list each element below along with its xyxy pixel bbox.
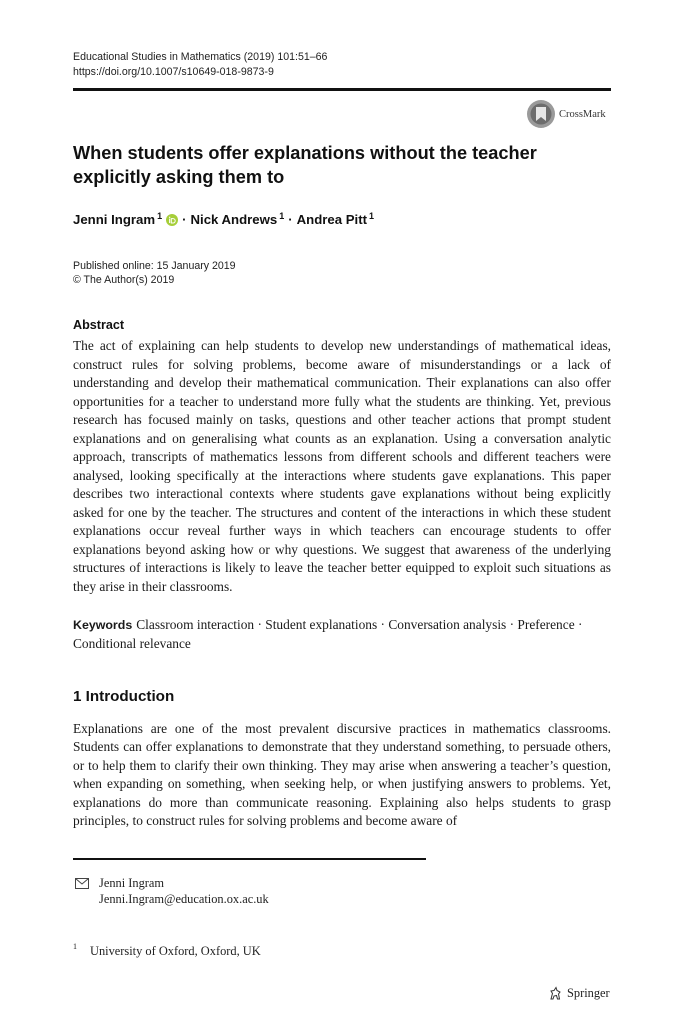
springer-horse-icon [548,986,563,1001]
author-name[interactable]: Jenni Ingram [73,212,156,227]
published-date: Published online: 15 January 2019 [73,260,236,272]
abstract-heading: Abstract [73,318,125,332]
affiliation [73,944,261,959]
affiliation-number: 1 [73,942,77,951]
abstract-text: The act of explaining can help students to develop new understandings of mathematical ideas, construct rules for solving problems, become aware of misunderstandings or a lack of understanding and develop their mathematical communication. Their explanations can also offer opportunities for a teacher to understand more fully what the students are thinking. Yet, previous research has focused mainly on tasks, questions and other teacher actions that prompt student explanations and on generalising what counts as an explanation. Using a conversation analytic approach, transcripts of mathematics lessons from different schools and different teachers were analysed, looking specifically at the interactions where students gave explanations. This paper describes two interactional contexts where students gave explanations without being explicitly asked for one by the teacher. The structures and content of the interactions in which these student explanations occur reveal further ways in which teachers can encourage students to offer explanations beyond asking how or why questions. We suggest that awareness of the underlying structures of interactions is likely to leave the teacher better equipped to exploit such situations as they arise in their classrooms. [73,338,611,594]
crossmark-label: CrossMark [559,108,606,120]
introduction-text: Explanations are one of the most prevalent discursive practices in mathematics classrooms. Students can offer explanations to demonstrate that they understand something, to persuade others, or to help them to clarify their own thinking. They may arise when answering a teacher’s question, when expanding on something, when seeking help, or when justifying answers to problems. Yet, explanations do more than communicate reasoning. Explaining also helps students to grasp principles, to construct rules for solving problems and become aware of [73,721,611,829]
affiliation-text: University of Oxford, Oxford, UK [90,944,261,958]
publication-info [73,259,236,287]
copyright-notice: © The Author(s) 2019 [73,274,175,286]
contact-name: Jenni Ingram [99,876,165,890]
author-affiliation-mark: 1 [279,210,285,221]
corresponding-author [73,875,269,907]
header-rule [73,88,611,91]
doi-link[interactable]: https://doi.org/10.1007/s10649-018-9873-9 [73,66,274,78]
author-separator: · [182,212,187,227]
author-name[interactable]: Andrea Pitt [296,212,367,227]
springer-label: Springer [567,986,610,1000]
keywords-list: Classroom interaction · Student explanations · Conversation analysis · Preference · Conditional relevance [73,617,583,651]
orcid-icon[interactable] [166,214,178,226]
journal-header [73,50,327,80]
footnote-rule [73,858,426,860]
keywords-label: Keywords [73,618,133,632]
author-separator: · [288,212,293,227]
envelope-icon [75,878,89,889]
author-affiliation-mark: 1 [369,210,375,221]
section-heading-introduction: 1 Introduction [73,688,175,705]
contact-email[interactable]: Jenni.Ingram@education.ox.ac.uk [99,892,269,906]
author-list [73,212,374,227]
crossmark-icon [526,99,556,129]
springer-logo [548,986,610,1001]
keywords [73,616,611,653]
crossmark-badge[interactable] [526,99,606,129]
author-name[interactable]: Nick Andrews [190,212,278,227]
journal-citation: Educational Studies in Mathematics (2019) 101:51–66 [73,51,328,63]
author-affiliation-mark: 1 [157,210,163,221]
article-title: When students offer explanations without the teacher explicitly asking them to [73,143,537,187]
